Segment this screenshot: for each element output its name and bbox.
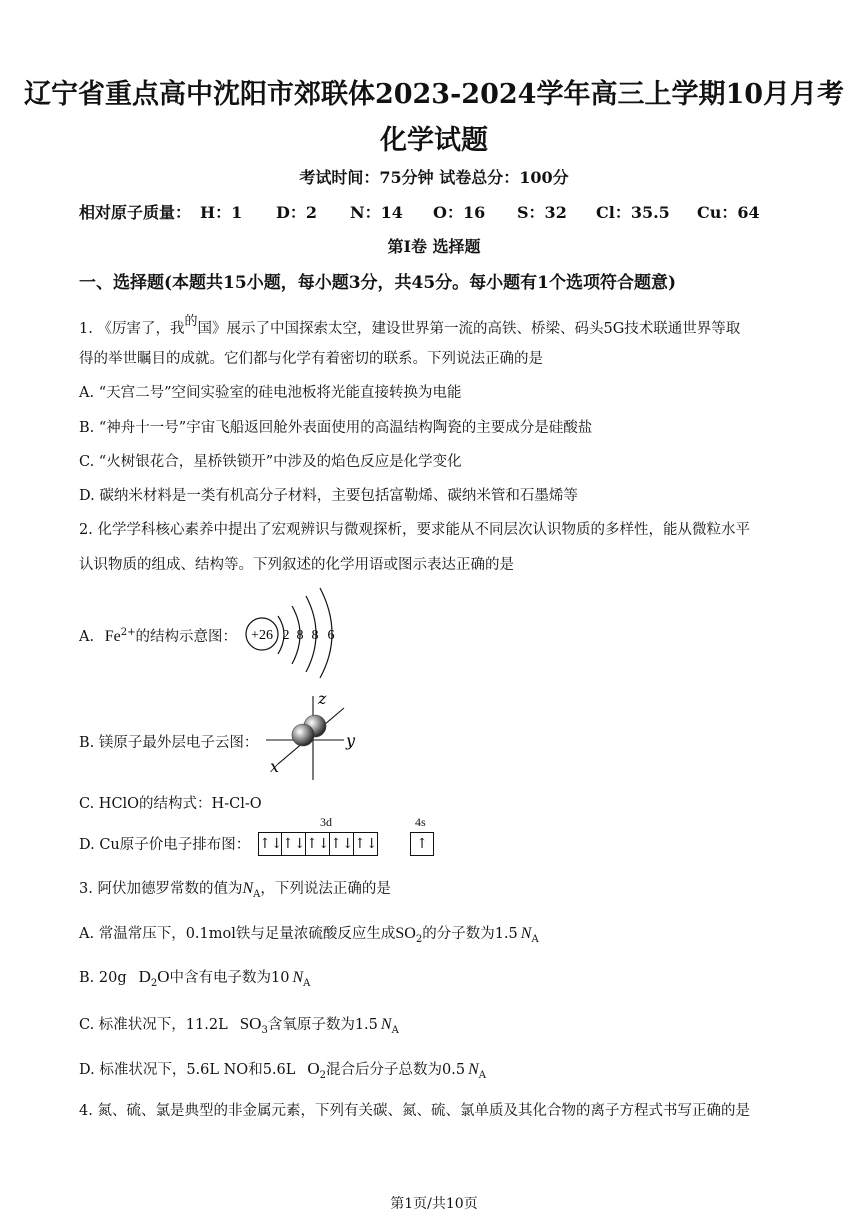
- so3-subscript: 3: [261, 1024, 268, 1036]
- atomic-mass-list: [0, 200, 868, 220]
- q3-option-b-part-b: 中含有电子数为10: [169, 970, 290, 986]
- so2-formula: SO: [395, 925, 416, 942]
- page-footer: 第1页/共10页: [390, 1196, 478, 1212]
- na-subscript-c: A: [391, 1024, 399, 1036]
- shell-electrons-2: 8: [296, 628, 304, 643]
- q3-option-a-part-b: 的分子数为1.5: [422, 926, 518, 942]
- q3-option-c: [79, 1013, 399, 1036]
- fe-ion-charge: 2+: [120, 627, 136, 639]
- so2-subscript: 2: [415, 933, 423, 945]
- q3-stem-part-b: ，下列说法正确的是: [260, 881, 391, 897]
- volume-heading: 第Ⅰ卷 选择题: [387, 237, 481, 256]
- q3-stem: [79, 877, 391, 900]
- d2o-subscript: 2: [150, 977, 158, 989]
- atomic-mass-cl: Cl：35.5: [596, 203, 670, 222]
- na-symbol-c: N: [380, 1016, 392, 1033]
- atomic-mass-s: S：32: [517, 203, 567, 222]
- q1-option-b: B. “神舟十一号”宇宙飞船返回舱外表面使用的高温结构陶瓷的主要成分是硅酸盐: [79, 420, 593, 436]
- nucleus-charge: +26: [251, 628, 273, 643]
- q3-option-a-part-a: A. 常温常压下，0.1mol铁与足量浓硫酸反应生成: [79, 926, 396, 942]
- fe-ion-structure-diagram: [240, 582, 350, 682]
- q2-stem-line1: 2. 化学学科核心素养中提出了宏观辨识与微观探析，要求能从不同层次认识物质的多样性，能从微粒水平: [79, 522, 750, 538]
- na-symbol-b: N: [292, 969, 304, 986]
- exam-info: 考试时间：75分钟 试卷总分：100分: [299, 168, 569, 187]
- orbital-4s-label: 4s: [415, 815, 426, 829]
- orbital-3d-boxes: [258, 832, 378, 856]
- q1-stem-part-a: 1. 《厉害了，我: [79, 320, 185, 337]
- q3-option-d: [79, 1058, 486, 1081]
- d2o-o: O: [157, 967, 170, 986]
- orbital-3d-box-2: ↑↓: [282, 832, 306, 856]
- atomic-mass-label: 相对原子质量：: [79, 203, 192, 222]
- q1-stem-line2: 得的举世瞩目的成就。它们都与化学有着密切的联系。下列说法正确的是: [79, 351, 543, 367]
- orbital-3d-box-3: ↑↓: [306, 832, 330, 856]
- q2-option-a: [79, 625, 237, 646]
- q1-option-c: C. “火树银花合，星桥铁锁开”中涉及的焰色反应是化学变化: [79, 454, 462, 470]
- y-axis-label: y: [346, 731, 356, 750]
- na-subscript: A: [253, 888, 261, 900]
- na-symbol: N: [242, 880, 254, 897]
- q1-option-a: A. “天宫二号”空间实验室的硅电池板将光能直接转换为电能: [79, 385, 462, 401]
- q4-stem: 4. 氮、硫、氯是典型的非金属元素，下列有关碳、氮、硫、氯单质及其化合物的离子方程式书写正确的是: [79, 1103, 750, 1119]
- na-symbol-d: N: [468, 1061, 479, 1078]
- atomic-mass-cu: Cu：64: [697, 203, 760, 222]
- q1-stem-line1: [79, 312, 740, 338]
- na-symbol-a: N: [520, 925, 532, 942]
- orbital-3d-box-4: ↑↓: [330, 832, 354, 856]
- q3-stem-part-a: 3. 阿伏加德罗常数的值为: [79, 881, 243, 897]
- fe-ion-symbol: Fe: [104, 628, 121, 645]
- q2-option-d: D. Cu原子价电子排布图：: [79, 837, 251, 853]
- atomic-mass-o: O：16: [433, 203, 486, 222]
- na-subscript-a: A: [531, 933, 539, 945]
- na-subscript-b: A: [303, 977, 311, 989]
- atomic-mass-h: H：1: [200, 203, 243, 222]
- na-subscript-d: A: [478, 1069, 487, 1081]
- q2-option-b: B. 镁原子最外层电子云图：: [79, 735, 259, 751]
- o2-subscript: 2: [319, 1069, 327, 1081]
- mg-electron-cloud-diagram: [258, 688, 368, 783]
- q3-option-a: [79, 922, 539, 945]
- z-axis-label: z: [318, 689, 327, 708]
- o2-formula: O: [307, 1059, 320, 1078]
- atomic-mass-d: D：2: [276, 203, 318, 222]
- section1-heading: 一、选择题(本题共15小题，每小题3分，共45分。每小题有1个选项符合题意): [79, 273, 677, 293]
- q2-option-a-suffix: 的结构示意图：: [135, 629, 237, 645]
- so3-formula: SO: [239, 1014, 262, 1033]
- q2-option-a-label: A.: [79, 629, 95, 645]
- q1-option-d: D. 碳纳米材料是一类有机高分子材料，主要包括富勒烯、碳纳米管和石墨烯等: [79, 488, 578, 504]
- orbital-3d-box-1: ↑↓: [258, 832, 282, 856]
- orbital-4s-boxes: [410, 832, 434, 856]
- shell-electrons-1: 2: [282, 628, 290, 643]
- orbital-4s-box: ↑: [410, 832, 434, 856]
- cloud-sphere-lower: [292, 724, 314, 746]
- atomic-mass-n: N：14: [350, 203, 403, 222]
- orbital-3d-box-5: ↑↓: [354, 832, 378, 856]
- shell-electrons-4: 6: [327, 628, 335, 643]
- x-axis-label: x: [270, 757, 280, 776]
- q3-option-b: [79, 966, 310, 989]
- shell-electrons-3: 8: [311, 628, 319, 643]
- q1-stem-part-b: 的: [184, 314, 198, 329]
- q3-option-d-part-b: 混合后分子总数为0.5: [326, 1062, 466, 1078]
- q3-option-c-part-b: 含氧原子数为1.5: [267, 1017, 378, 1033]
- q3-option-d-part-a: D. 标准状况下，5.6L NO和5.6L: [79, 1062, 296, 1078]
- exam-title-line2: 化学试题: [380, 125, 488, 156]
- q2-stem-line2: 认识物质的组成、结构等。下列叙述的化学用语或图示表达正确的是: [79, 557, 514, 573]
- q2-option-c: C. HClO的结构式：H-Cl-O: [79, 796, 262, 812]
- d2o-d: D: [138, 967, 151, 986]
- q1-stem-part-c: 国》展示了中国探索太空，建设世界第一流的高铁、桥梁、码头5G技术联通世界等取: [197, 320, 741, 337]
- orbital-3d-label: 3d: [320, 815, 332, 829]
- q3-option-c-part-a: C. 标准状况下，11.2L: [79, 1017, 228, 1033]
- q3-option-b-part-a: B. 20g: [79, 970, 127, 986]
- exam-title-line1: 辽宁省重点高中沈阳市郊联体2023-2024学年高三上学期10月月考: [23, 79, 845, 110]
